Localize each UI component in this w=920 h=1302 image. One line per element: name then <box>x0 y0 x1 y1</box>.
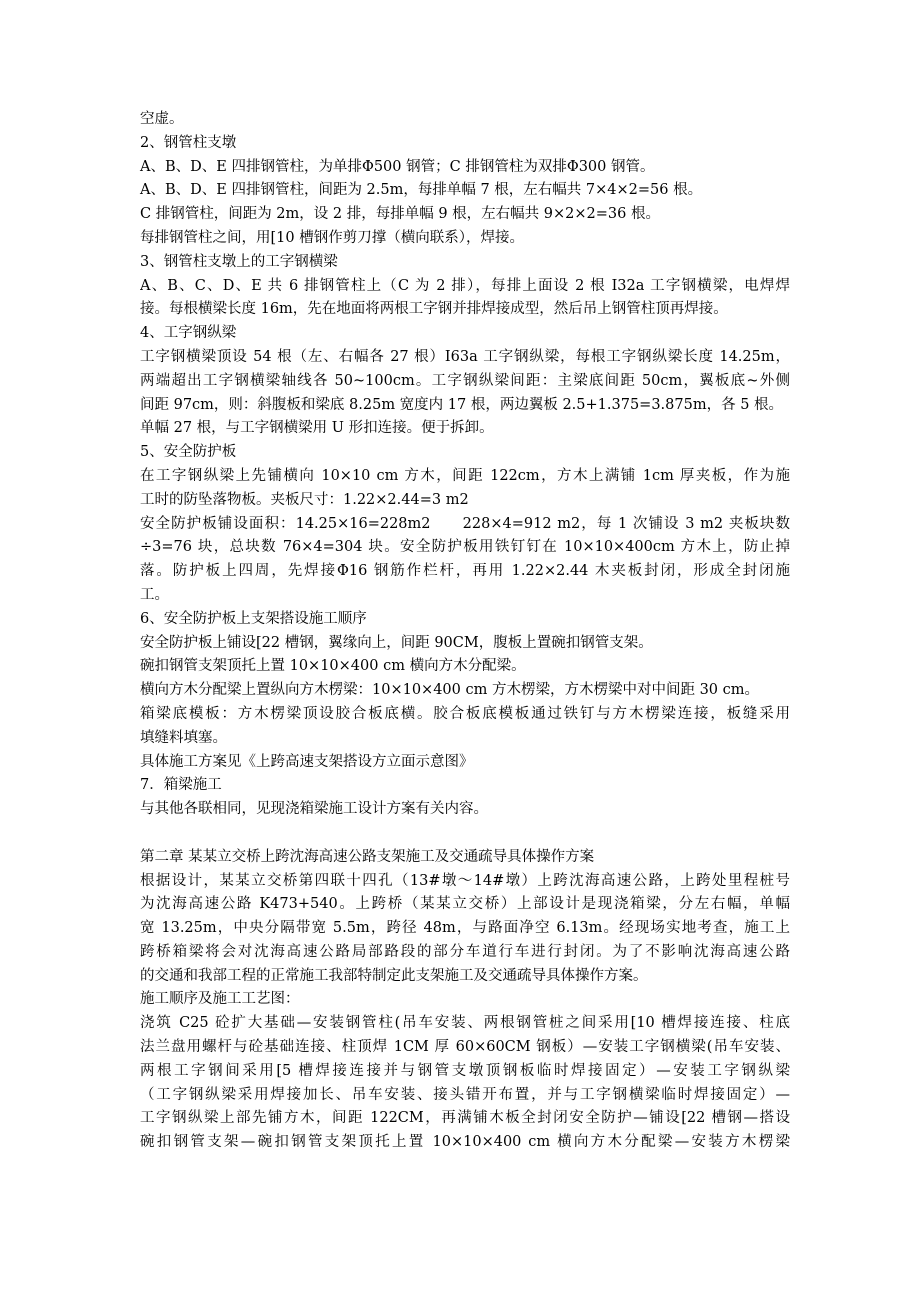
text-line: A、B、D、E 四排钢管柱，为单排Φ500 钢管；C 排钢管柱为双排Φ300 钢管。 <box>140 158 655 175</box>
text-line: 安全防护板铺设面积：14.25×16=228m2 228×4=912 m2，每 1 次铺设 3 m2 夹板块数 <box>140 515 790 532</box>
text-line: C 排钢管柱，间距为 2m，设 2 排，每排单幅 9 根，左右幅共 9×2×2=36 根。 <box>140 206 660 223</box>
text-line: ÷3=76 块，总块数 76×4=304 块。安全防护板用铁钉钉在 10×10×400cm 方木上，防止掉 <box>140 539 790 556</box>
section-heading: 3、钢管柱支墩上的工字钢横梁 <box>140 253 338 270</box>
text-line: 每排钢管柱之间，用[10 槽钢作剪刀撑（横向联系），焊接。 <box>140 229 524 246</box>
text-line: 两端超出工字钢横梁轴线各 50~100cm。工字钢纵梁间距：主梁底间距 50cm，翼板底~外侧 <box>140 372 790 389</box>
text-line: 具体施工方案见《上跨高速支架搭设方立面示意图》 <box>140 753 474 770</box>
text-line: 工字钢横梁顶设 54 根（左、右幅各 27 根）I63a 工字钢纵梁，每根工字钢纵梁长度 14.25m， <box>140 348 790 365</box>
text-line: 单幅 27 根，与工字钢横梁用 U 形扣连接。便于拆卸。 <box>140 420 494 437</box>
section-heading: 7．箱梁施工 <box>140 777 222 794</box>
text-line: 浇筑 C25 砼扩大基础—安装钢管柱(吊车安装、两根钢管桩之间采用[10 槽焊接连接、柱底 <box>140 1015 790 1032</box>
text-line: 间距 97cm，则：斜腹板和梁底 8.25m 宽度内 17 根，两边翼板 2.5+1.375=3.875m，各 5 根。 <box>140 396 784 413</box>
section-heading: 5、安全防护板 <box>140 444 237 461</box>
text-line: 在工字钢纵梁上先铺横向 10×10 cm 方木，间距 122cm，方木上满铺 1cm 厚夹板，作为施 <box>140 467 790 484</box>
document-body <box>140 108 790 1155</box>
text-line: 填缝料填塞。 <box>140 729 227 746</box>
text-line: 工字钢纵梁上部先铺方木，间距 122CM，再满铺木板全封闭安全防护—铺设[22 槽钢—搭设 <box>140 1110 790 1127</box>
text-line: A、B、C、D、E 共 6 排钢管柱上（C 为 2 排），每排上面设 2 根 I32a 工字钢横梁，电焊焊 <box>140 277 790 294</box>
text-line: 施工顺序及施工工艺图： <box>140 991 300 1008</box>
text-line: 箱梁底模板：方木楞梁顶设胶合板底横。胶合板底模板通过铁钉与方木楞梁连接，板缝采用 <box>140 705 790 722</box>
section-heading: 4、工字钢纵梁 <box>140 325 237 342</box>
text-line: 根据设计，某某立交桥第四联十四孔（13#墩～14#墩）上跨沈海高速公路，上跨处里程桩号 <box>140 872 790 889</box>
chapter-heading: 第二章 某某立交桥上跨沈海高速公路支架施工及交通疏导具体操作方案 <box>140 848 595 865</box>
section-heading: 2、钢管柱支墩 <box>140 134 237 151</box>
text-line: 工。 <box>140 586 169 603</box>
text-line: 接。每根横梁长度 16m，先在地面将两根工字钢并排焊接成型，然后吊上钢管柱顶再焊接。 <box>140 301 728 318</box>
blank-line <box>140 822 790 846</box>
text-line: 安全防护板上铺设[22 槽钢，翼缘向上，间距 90CM，腹板上置碗扣钢管支架。 <box>140 634 653 651</box>
text-line: 落。防护板上四周，先焊接Φ16 钢筋作栏杆，再用 1.22×2.44 木夹板封闭，形成全封闭施 <box>140 563 790 580</box>
section-heading: 6、安全防护板上支架搭设施工顺序 <box>140 610 367 627</box>
text-line: 碗扣钢管支架顶托上置 10×10×400 cm 横向方木分配梁。 <box>140 658 526 675</box>
text-line: 与其他各联相同，见现浇箱梁施工设计方案有关内容。 <box>140 801 488 818</box>
text-line: 法兰盘用螺杆与砼基础连接、柱顶焊 1CM 厚 60×60CM 钢板）—安装工字钢横梁(吊车安装、 <box>140 1039 790 1056</box>
text-line: 空虚。 <box>140 111 184 127</box>
text-line: 碗扣钢管支架—碗扣钢管支架顶托上置 10×10×400 cm 横向方木分配梁—安装方木楞梁 <box>140 1134 790 1151</box>
text-line: 横向方木分配梁上置纵向方木楞梁：10×10×400 cm 方木楞梁，方木楞梁中对中间距 30 cm。 <box>140 682 760 699</box>
text-line: 的交通和我部工程的正常施工我部特制定此支架施工及交通疏导具体操作方案。 <box>140 967 648 984</box>
text-line: 两根工字钢间采用[5 槽焊接连接并与钢管支墩顶钢板临时焊接固定）—安装工字钢纵梁 <box>140 1062 790 1079</box>
text-line: （工字钢纵梁采用焊接加长、吊车安装、接头错开布置，并与工字钢横梁临时焊接固定）— <box>140 1086 790 1103</box>
text-line: 宽 13.25m，中央分隔带宽 5.5m，跨径 48m，与路面净空 6.13m。经现场实地考查，施工上 <box>140 920 790 937</box>
text-line: 工时的防坠落物板。夹板尺寸：1.22×2.44=3 m2 <box>140 491 469 508</box>
text-line: A、B、D、E 四排钢管柱，间距为 2.5m，每排单幅 7 根，左右幅共 7×4×2=56 根。 <box>140 182 703 199</box>
text-line: 为沈海高速公路 K473+540。上跨桥（某某立交桥）上部设计是现浇箱梁，分左右幅，单幅 <box>140 896 790 913</box>
text-line: 跨桥箱梁将会对沈海高速公路局部路段的部分车道行车进行封闭。为了不影响沈海高速公路 <box>140 943 790 960</box>
